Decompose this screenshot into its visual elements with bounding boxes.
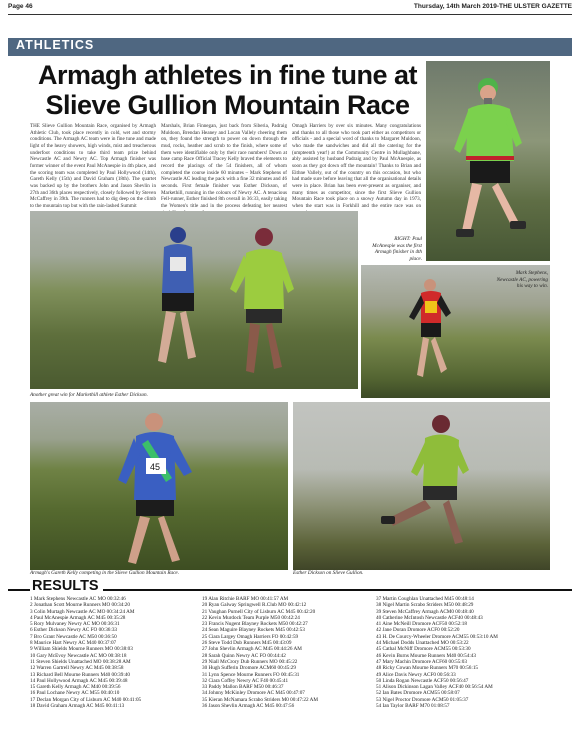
photo-esther-dickson-solo bbox=[293, 402, 550, 570]
results-column-3 bbox=[376, 596, 550, 709]
article-text-1: THE Slieve Gullion Mountain Race, organised by Armagh Athletic Club, took place recently in cold, wet and stormy conditions. The Armagh AC team were in fine tune and made light of the heavy showers, high winds, mist and treacherous underfoot conditions to take third team prize behind Newcastle AC and Newry AC. Top Armagh finisher was former winner of the event Paul McAnespie in 4th place, and the scoring team was completed by Paul Hollywood (14th), Gareth Kelly (15th) and David Graham (18th). The quartet was backed up by the brothers John and Jason Shevlin in 27th and 36th places respectively, closely followed by Steven McCaffrey in 39th. The runners had to dig deep on the climb to the mountain top but with the rain-lashed Summit bbox=[30, 123, 156, 209]
result-row: 19 Alan Ritchie BARF MO 00:41:57 AM bbox=[202, 596, 289, 602]
result-row: 5 Rory Mulvaney Newry AC MO 00:36:31 bbox=[30, 621, 120, 628]
runner-illustration bbox=[426, 61, 550, 261]
caption-kelly: Armagh's Gareth Kelly competing in the Slieve Gullion Mountain Race. bbox=[30, 570, 180, 576]
result-row: 26 Steve Todd Dub Runners M45 00:43:09 bbox=[202, 640, 292, 647]
result-row: 17 Declan Morgan City of Lisburn AC M40 00:41:05 bbox=[30, 696, 142, 703]
result-row: 24 Sean Maguire Blayney Rockets M45 00:42:53 bbox=[202, 627, 305, 634]
result-row: 18 David Graham Armagh AC M45 00:41:13 bbox=[30, 703, 125, 710]
result-row: 48 Ricky Cowan Mourne Runners M70 00:56:15 bbox=[376, 665, 479, 672]
result-row: 30 Hugh Sufferin Dromore ACM60 00:45:29 bbox=[202, 665, 296, 672]
article-text-3: Omagh Harriers by over six minutes. Many congratulations and thanks to all those who took part either as competitors or officials - and a special word of thanks to Margaret Muldoon, who made the sandwiches and did all the catering for the (umpteenth year!) at the Community Centre in Mullaghbane, ably assisted by husband Padraig and by Paul McAnespie, as soon as they got down off the mountain! Thanks to Brian and Eithne Vallely, out of the country on this occasion, but who had made sure before leaving that all the organisational details were in place. Brian has been ever-present as organiser, and many times as competitor, since the first Slieve Gullion Mountain Race took place on a snowy Autumn day in 1973, when the start was in Forkhill and the entire race was on bbox=[292, 123, 421, 209]
result-row: 3 Colin Murtagh Newcastle AC MO 00:34:24 AM bbox=[30, 608, 135, 615]
page-date-line: Thursday, 14th March 2019-THE ULSTER GAZETTE bbox=[413, 3, 572, 10]
result-row: 53 Nigel Proctor Dromore ACM50 01:05:37 bbox=[376, 696, 469, 703]
result-row: 20 Ryan Galway Springwell R.Club MO 00:42:12 bbox=[202, 602, 307, 609]
result-row: 47 Mary Machin Dromore ACF60 00:55:03 bbox=[376, 658, 467, 665]
section-label: ATHLETICS bbox=[16, 38, 95, 52]
caption-dickson-pair: Another great win for Markethill athlete Esther Dickson. bbox=[30, 392, 148, 398]
result-row: 44 Michael Dodds Unattached MO 00:53:22 bbox=[376, 640, 469, 647]
headline-line-1: Armagh athletes in fine tune at bbox=[37, 60, 418, 90]
result-row: 23 Francis Nugent Blayney Rockets M50 00:42:27 bbox=[202, 621, 308, 628]
result-row: 33 Paddy Mallon BARF M50 00:46:37 bbox=[202, 684, 284, 691]
result-row: 27 John Shevlin Armagh AC M45 00:44:26 AM bbox=[202, 646, 302, 653]
header-rule bbox=[8, 14, 572, 15]
result-row: 7 Bro Grant Newcastle AC M50 00:36:50 bbox=[30, 633, 117, 640]
result-row: 45 Cathal McNiff Dromore ACM55 00:53:30 bbox=[376, 646, 471, 653]
result-row: 14 Paul Hollywood Armagh AC M45 00:39:48 bbox=[30, 677, 128, 684]
photo-gareth-kelly bbox=[30, 402, 288, 570]
caption-mcanespie: RIGHT: Paul McAnespie was the first Armagh finisher in 4th place. bbox=[372, 236, 422, 262]
result-row: 49 Alice Davis Newry ACF0 00:56:33 bbox=[376, 671, 456, 678]
caption-dickson-solo: Esther Dickson on Slieve Gullion. bbox=[293, 570, 364, 576]
result-row: 15 Gareth Kelly Armagh AC M40 00:39:56 bbox=[30, 684, 121, 691]
result-row: 28 Sarah Quinn Newry AC FO 00:44:42 bbox=[202, 652, 286, 659]
result-row: 46 Kevin Burns Mourne Runners M40 00:54:43 bbox=[376, 652, 476, 659]
result-row: 31 Lynn Spence Mourne Runners FO 00:45:31 bbox=[202, 671, 300, 678]
race-bib-number: 45 bbox=[150, 462, 161, 472]
runner-illustration bbox=[30, 402, 288, 570]
result-row: 11 Steven Shields Unattached MO 00:38:28 AM bbox=[30, 658, 131, 665]
caption-stephens: Mark Stephens, Newcastle AC, powering his way to win. bbox=[496, 270, 548, 289]
photo-esther-dickson-pair bbox=[30, 211, 358, 389]
page-number: Page 46 bbox=[8, 3, 33, 10]
result-row: 1 Mark Stephens Newcastle AC MO 00:32:46 bbox=[30, 596, 126, 602]
result-row: 29 Niall McCrory Dub Runners MO 00:45:22 bbox=[202, 658, 298, 665]
result-row: 38 Nigel Martin Scrabo Striders M50 00:48:29 bbox=[376, 602, 474, 609]
result-row: 40 Catherine McIntosh Newcastle ACF40 00:48:43 bbox=[376, 614, 483, 621]
result-row: 37 Martin Coughlan Unattached M45 00:48:14 bbox=[376, 596, 474, 602]
result-row: 22 Kevin Murdock Team Purple M50 00:42:24 bbox=[202, 614, 300, 621]
result-row: 10 Gary McEvoy Newcastle AC MO 00:38:18 bbox=[30, 652, 127, 659]
result-row: 9 William Shields Mourne Runners MO 00:38:03 bbox=[30, 646, 133, 653]
result-row: 51 Alison Dickinson Lagan Valley ACF40 00:56:54 AM bbox=[376, 684, 493, 691]
article-text-2: Marshals, Brian Finnegan, just back from Siberia, Padraig Muldoon, Brendan Heaney and Locan Vallely cheering them on, they found the strength to power on down through the mud, rocks, heather and scrub to the finish, where some of them were identifiable only by their race numbers! Down at base camp Race Official Tracey Kelly braved the elements to record the placings of the 54 finishers, all of whom completed the course inside 60 minutes – Mark Stephens of Newcastle AC leading the pack with a fine 32 minutes and 46 seconds. First female finisher was Esther Dickson, of Markethill, running in the colours of Newry AC. A tenacious Fell-runner, Esther finished 8th overall in 36:33, easily taking the Women's title and in the process defeating her nearest bbox=[161, 123, 287, 209]
result-row: 8 Maurice Hart Newry AC M40 00:37:07 bbox=[30, 640, 117, 647]
results-heading: RESULTS bbox=[30, 578, 103, 594]
result-row: 42 Jane Doran Dromore ACF0 00:52:20 bbox=[376, 627, 460, 634]
result-row: 39 Steven McCaffrey Armagh ACM0 00:48:40 bbox=[376, 608, 474, 615]
result-row: 50 Linda Rogan Newcastle ACF50 00:56:47 bbox=[376, 677, 469, 684]
result-row: 32 Ciara Coffey Newry AC F40 00:45:41 bbox=[202, 677, 289, 684]
result-row: 16 Paul Lochane Newry AC M55 00:40:10 bbox=[30, 690, 120, 697]
photo-paul-mcanespie bbox=[426, 61, 550, 261]
result-row: 52 Ian Bates Dromore ACM55 00:58:07 bbox=[376, 690, 460, 697]
result-row: 43 H. De Courcy-Wheeler Dromore ACM55 00:53:10 AM bbox=[376, 633, 498, 640]
result-row: 6 Esther Dickson Newry AC FO 00:36:33 bbox=[30, 627, 118, 634]
result-row: 41 Aine McNeill Dromore ACF50 00:52:18 bbox=[376, 621, 467, 628]
result-row: 36 Jason Shevlin Armagh AC M45 00:47:56 bbox=[202, 703, 295, 710]
result-row: 21 Vaughan Purnell City of Lisburn AC M45 00:42:20 bbox=[202, 608, 316, 615]
result-row: 2 Jonathan Scott Mourne Runners MO 00:34:20 bbox=[30, 602, 130, 609]
runner-illustration bbox=[293, 402, 550, 570]
result-row: 4 Paul McAnespie Armagh AC M45 00:35:28 bbox=[30, 614, 126, 621]
result-row: 35 Kieran McNamara Scrabo Striders M0 00:47:22 AM bbox=[202, 696, 318, 703]
result-row: 54 Ian Taylor BARF M70 01:08:57 bbox=[376, 703, 450, 710]
result-row: 34 Johnny McKinley Dromore AC M45 00:47:07 bbox=[202, 690, 305, 697]
runners-illustration bbox=[30, 211, 358, 389]
results-column-1 bbox=[30, 596, 198, 709]
result-row: 25 Ciara Largey Omagh Harriers FO 00:42:59 bbox=[202, 633, 299, 640]
result-row: 13 Richard Bell Mourne Runners M40 00:39:40 bbox=[30, 671, 130, 678]
result-row: 12 Warren Gartrell Newry AC M45 00:38:58 bbox=[30, 665, 124, 672]
headline-line-2: Slieve Gullion Mountain Race bbox=[45, 90, 410, 120]
results-column-2 bbox=[202, 596, 372, 709]
